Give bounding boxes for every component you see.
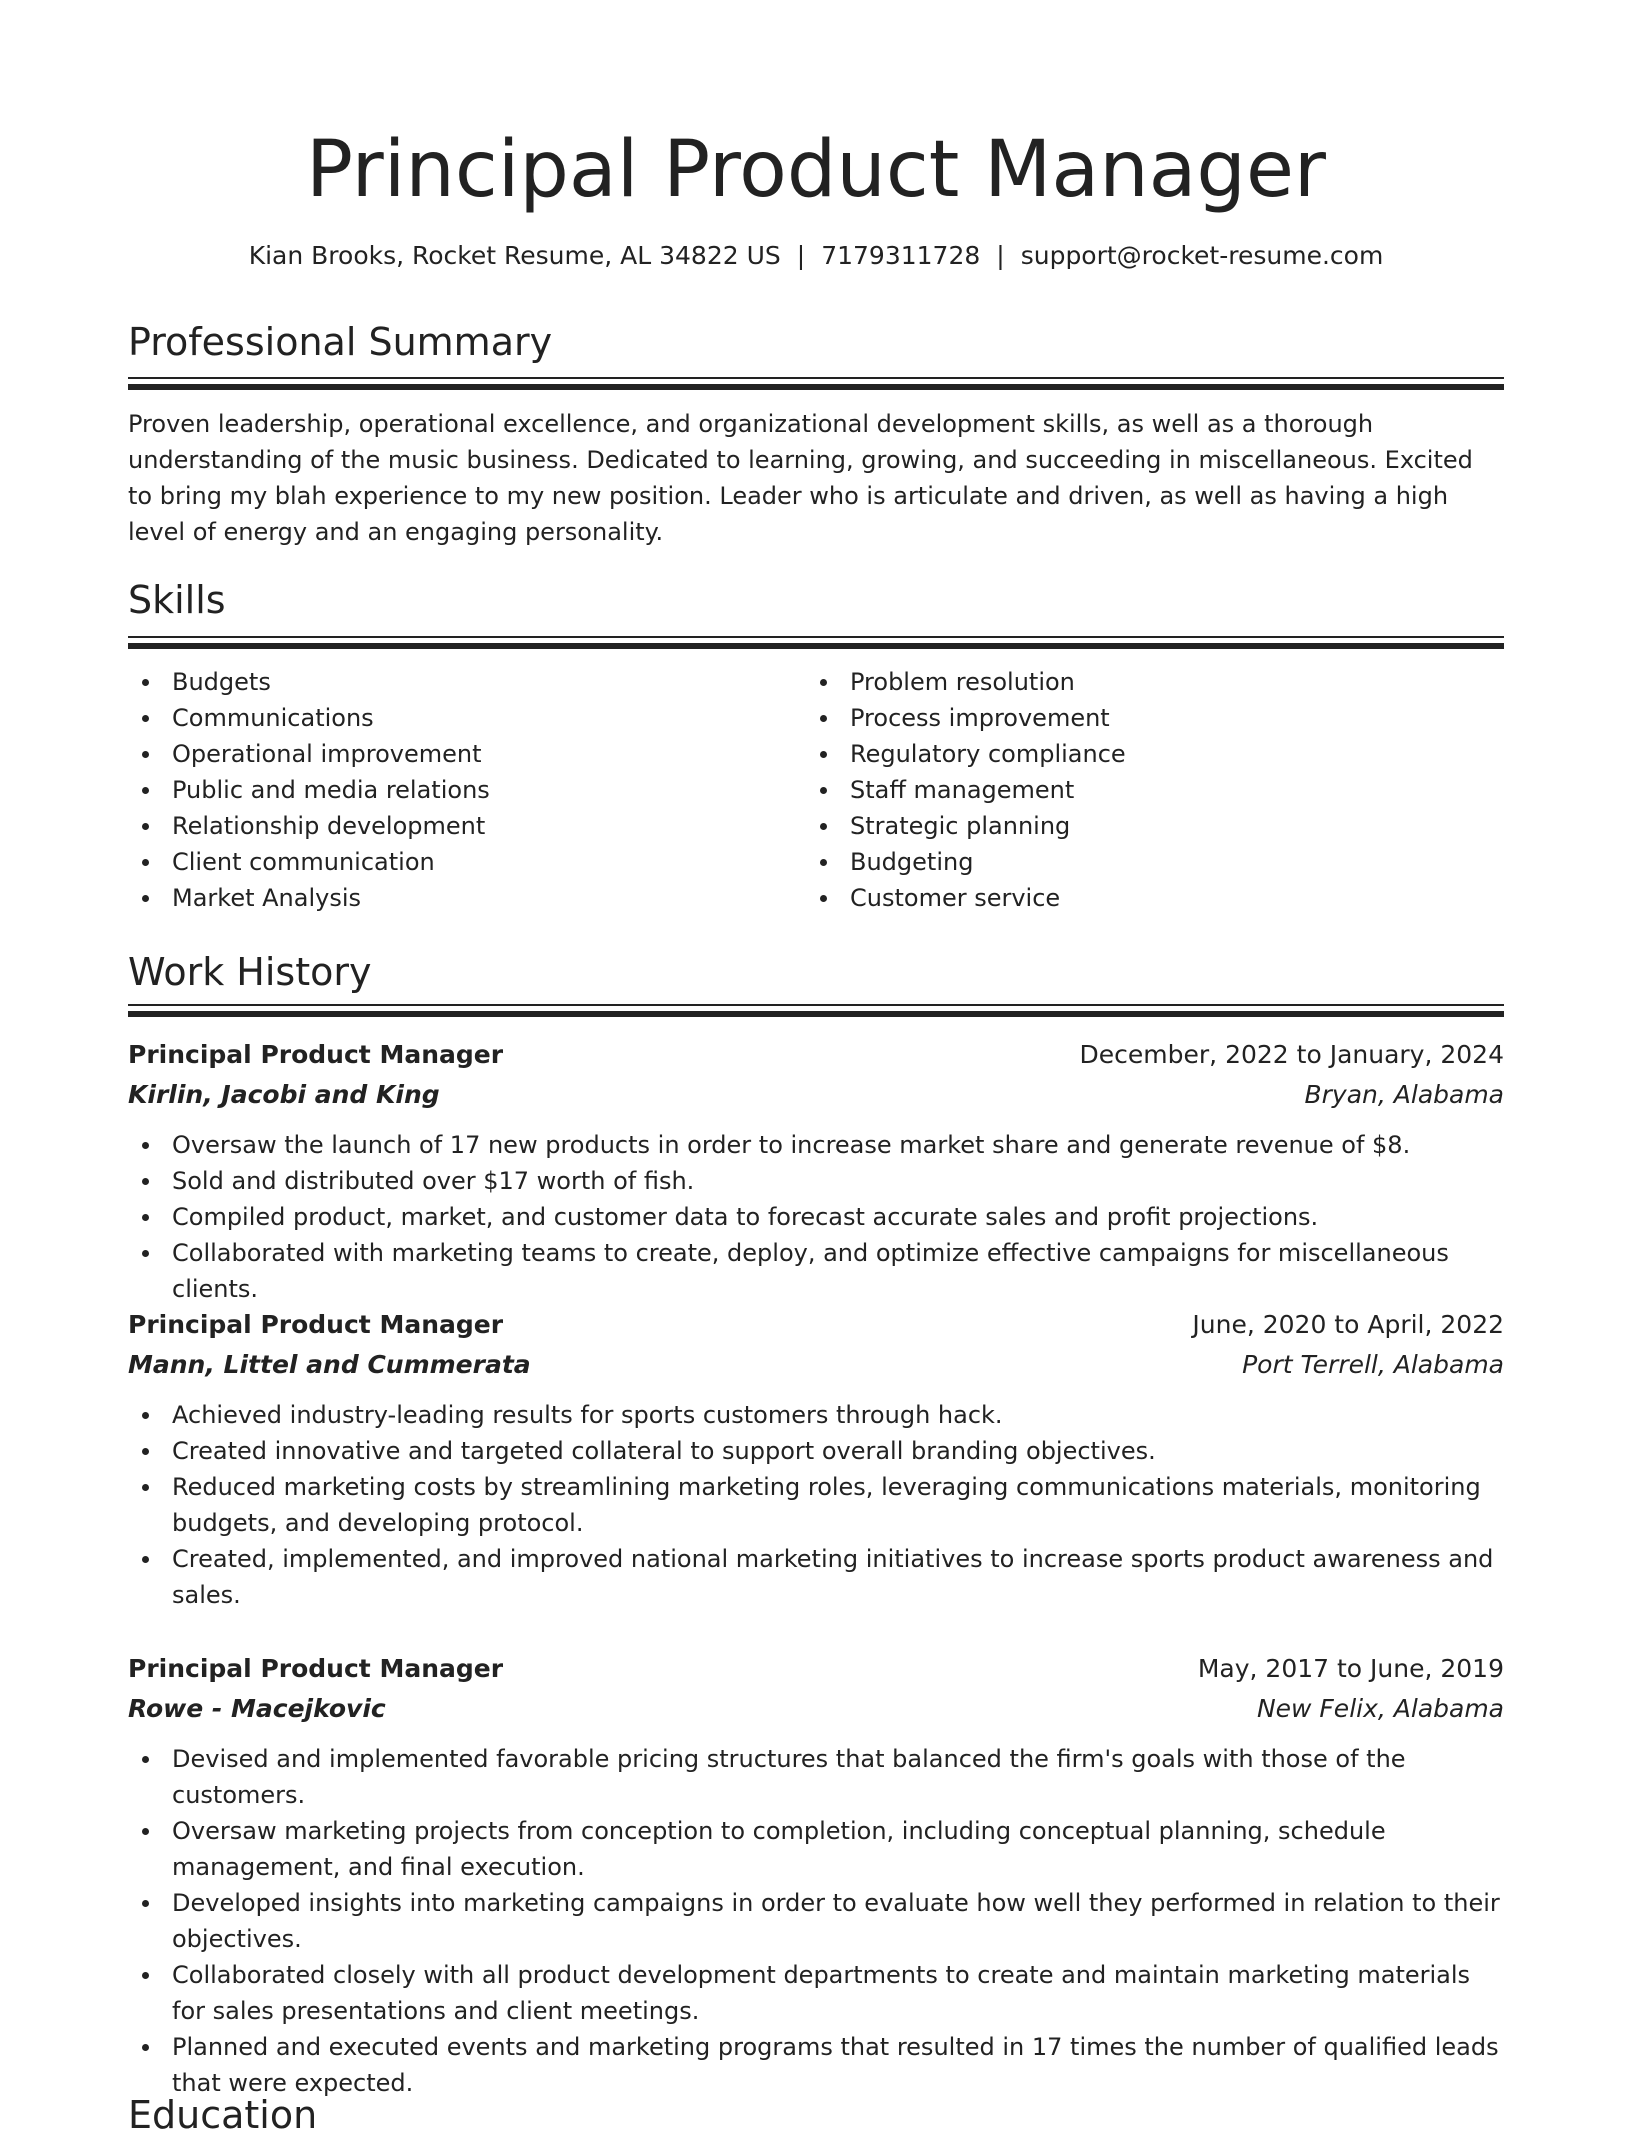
job-bullet: Oversaw marketing projects from conception to completion, including conceptual planning, schedule management, and final execution. (172, 1813, 1504, 1885)
job-header-row (128, 1035, 1504, 1075)
section-title-skills: Skills (128, 578, 226, 622)
job-bullet: Oversaw the launch of 17 new products in order to increase market share and generate revenue of $8. (172, 1127, 1504, 1163)
section-title-summary: Professional Summary (128, 320, 553, 364)
job-bullet: Collaborated closely with all product development departments to create and maintain marketing materials for sales presentations and client meetings. (172, 1957, 1504, 2029)
contact-line (128, 236, 1504, 276)
section-title-work-history: Work History (128, 950, 372, 994)
job-bullet: Created, implemented, and improved national marketing initiatives to increase sports product awareness and sales. (172, 1541, 1504, 1613)
job-title: Principal Product Manager (128, 1040, 504, 1069)
skills-list-left (128, 664, 490, 916)
job-location: Port Terrell, Alabama (1242, 1350, 1504, 1379)
job-bullet: Created innovative and targeted collateral to support overall branding objectives. (172, 1433, 1504, 1469)
job-header-row (128, 1305, 1504, 1345)
skill-item: Customer service (850, 880, 1126, 916)
job-bullet: Reduced marketing costs by streamlining marketing roles, leveraging communications materials, monitoring budgets, and developing protocol. (172, 1469, 1504, 1541)
job-entry (128, 1035, 1504, 1307)
section-divider (128, 1004, 1504, 1017)
job-header-row (128, 1649, 1504, 1689)
job-title: Principal Product Manager (128, 1654, 504, 1683)
skill-item: Strategic planning (850, 808, 1126, 844)
job-bullet-list (128, 1127, 1504, 1307)
section-title-education: Education (128, 2093, 318, 2137)
skill-item: Regulatory compliance (850, 736, 1126, 772)
contact-phone: 7179311728 (821, 241, 981, 270)
job-dates: June, 2020 to April, 2022 (1192, 1310, 1504, 1339)
job-dates: May, 2017 to June, 2019 (1197, 1654, 1504, 1683)
job-company-row (128, 1075, 1504, 1115)
job-bullet: Compiled product, market, and customer data to forecast accurate sales and profit projections. (172, 1199, 1504, 1235)
summary-text: Proven leadership, operational excellence, and organizational development skills, as well as a thorough understanding of the music business. Dedicated to learning, growing, and succeeding in miscellaneous. Excited to bring my blah experience to my new position. Leader who is articulate and driven, as well as having a high level of energy and an engaging personality. (128, 410, 1473, 546)
job-company: Kirlin, Jacobi and King (128, 1080, 440, 1109)
skills-list-right (806, 664, 1126, 916)
skill-item: Public and media relations (172, 772, 490, 808)
skill-item: Communications (172, 700, 490, 736)
job-bullet: Achieved industry-leading results for sports customers through hack. (172, 1397, 1504, 1433)
skill-item: Relationship development (172, 808, 490, 844)
contact-name-address: Kian Brooks, Rocket Resume, AL 34822 US (248, 241, 781, 270)
job-entry (128, 1649, 1504, 2101)
job-bullet-list (128, 1397, 1504, 1613)
contact-separator: | (796, 241, 806, 270)
job-bullet: Devised and implemented favorable pricing structures that balanced the firm's goals with those of the customers. (172, 1741, 1504, 1813)
job-bullet: Collaborated with marketing teams to create, deploy, and optimize effective campaigns for miscellaneous clients. (172, 1235, 1504, 1307)
resume-title: Principal Product Manager (305, 125, 1327, 215)
job-location: Bryan, Alabama (1304, 1080, 1504, 1109)
job-dates: December, 2022 to January, 2024 (1079, 1040, 1504, 1069)
job-company: Rowe - Macejkovic (128, 1694, 386, 1723)
skill-item: Client communication (172, 844, 490, 880)
job-company: Mann, Littel and Cummerata (128, 1350, 531, 1379)
skill-item: Budgeting (850, 844, 1126, 880)
job-bullet: Planned and executed events and marketing programs that resulted in 17 times the number of qualified leads that were expected. (172, 2029, 1504, 2101)
job-bullet: Sold and distributed over $17 worth of fish. (172, 1163, 1504, 1199)
section-divider (128, 636, 1504, 649)
job-bullet-list (128, 1741, 1504, 2101)
skill-item: Staff management (850, 772, 1126, 808)
skill-item: Market Analysis (172, 880, 490, 916)
contact-separator: | (996, 241, 1005, 270)
job-company-row (128, 1345, 1504, 1385)
section-divider (128, 377, 1504, 390)
skill-item: Budgets (172, 664, 490, 700)
job-bullet: Developed insights into marketing campaigns in order to evaluate how well they performed in relation to their objectives. (172, 1885, 1504, 1957)
job-entry (128, 1305, 1504, 1613)
job-title: Principal Product Manager (128, 1310, 504, 1339)
skill-item: Operational improvement (172, 736, 490, 772)
skill-item: Process improvement (850, 700, 1126, 736)
skill-item: Problem resolution (850, 664, 1126, 700)
job-location: New Felix, Alabama (1256, 1694, 1504, 1723)
job-company-row (128, 1689, 1504, 1729)
contact-email: support@rocket-resume.com (1020, 241, 1384, 270)
